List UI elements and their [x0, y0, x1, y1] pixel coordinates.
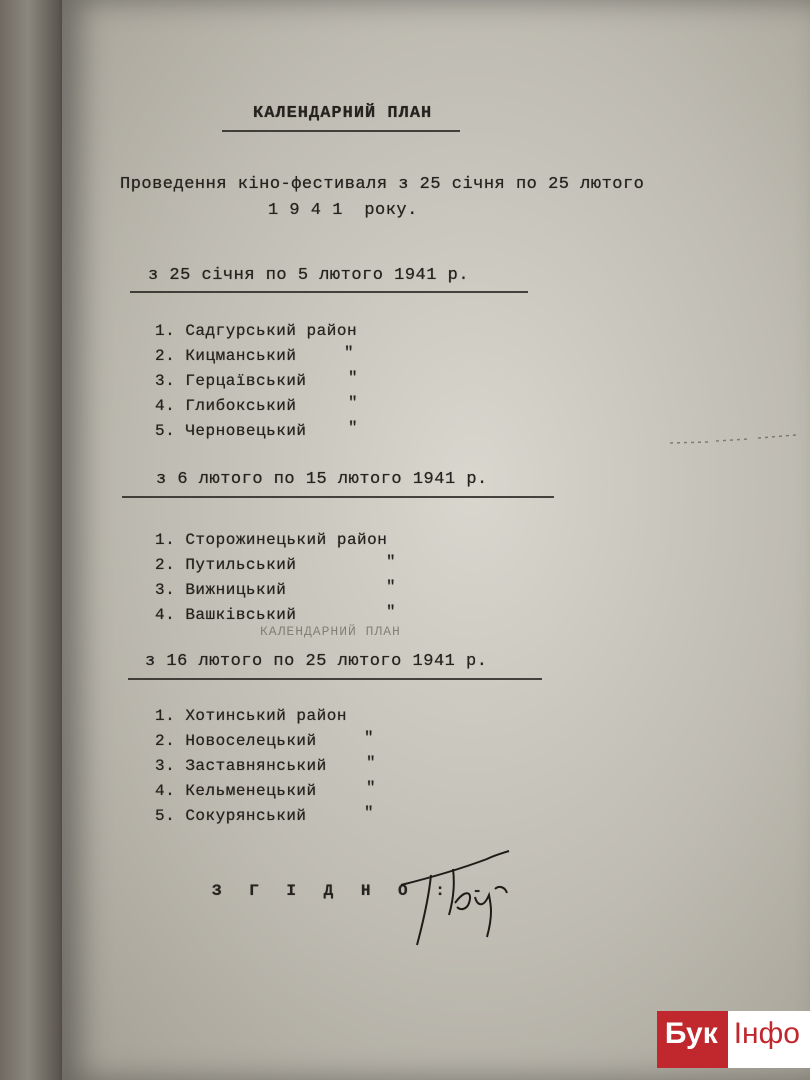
item-name: Сторожинецький район: [185, 531, 388, 549]
item-name: Хотинський район: [185, 707, 347, 725]
list-item: [155, 372, 307, 390]
handwritten-signature: [395, 845, 525, 955]
item-number: 2.: [155, 347, 176, 365]
list-item: [155, 757, 327, 775]
item-number: 5.: [155, 807, 176, 825]
item-name: Черновецький: [185, 422, 307, 440]
list-item: [155, 606, 296, 624]
period-underline: [122, 496, 554, 498]
ditto-mark: ": [348, 419, 359, 437]
stray-pencil-mark: [668, 433, 798, 447]
ditto-mark: ": [386, 578, 397, 596]
item-number: 1.: [155, 322, 176, 340]
period-header: з 16 лютого по 25 лютого 1941 р.: [145, 652, 488, 671]
list-item: [155, 581, 286, 599]
subtitle-line-1: Проведення кіно-фестиваля з 25 січня по 25 лютого: [120, 175, 645, 194]
item-number: 1.: [155, 531, 176, 549]
left-page-edge: [0, 0, 70, 1080]
site-logo: [657, 1011, 810, 1068]
item-name: Вижницький: [185, 581, 287, 599]
period-underline: [128, 678, 542, 680]
ditto-mark: ": [344, 344, 355, 362]
item-number: 4.: [155, 606, 176, 624]
ditto-mark: ": [366, 754, 377, 772]
approval-label: З Г І Д Н О : -: [212, 882, 492, 900]
list-item: [155, 347, 296, 365]
list-item: [155, 707, 347, 725]
item-name: Глибокський: [185, 397, 297, 415]
logo-part-buk: Бук: [657, 1011, 728, 1068]
bleed-through-text: КАЛЕНДАРНИЙ ПЛАН: [260, 624, 401, 639]
ditto-mark: ": [348, 394, 359, 412]
item-name: Кицманський: [185, 347, 297, 365]
item-number: 2.: [155, 556, 176, 574]
list-item: [155, 556, 296, 574]
ditto-mark: ": [364, 729, 375, 747]
item-name: Кельменецький: [185, 782, 317, 800]
period-header: з 25 січня по 5 лютого 1941 р.: [148, 266, 470, 285]
ditto-mark: ": [386, 553, 397, 571]
item-number: 4.: [155, 782, 176, 800]
list-item: [155, 531, 387, 549]
item-number: 5.: [155, 422, 176, 440]
document-title: КАЛЕНДАРНИЙ ПЛАН: [253, 104, 433, 123]
item-name: Вашківський: [185, 606, 297, 624]
item-name: Заставнянський: [185, 757, 327, 775]
list-item: [155, 397, 296, 415]
logo-part-info: Інфо: [728, 1011, 810, 1068]
ditto-mark: ": [364, 804, 375, 822]
item-name: Путильський: [185, 556, 297, 574]
ditto-mark: ": [348, 369, 359, 387]
period-underline: [130, 291, 528, 293]
ditto-mark: ": [386, 603, 397, 621]
item-name: Садгурський район: [185, 322, 358, 340]
title-underline: [222, 130, 460, 132]
item-name: Новоселецький: [185, 732, 317, 750]
item-number: 1.: [155, 707, 176, 725]
list-item: [155, 422, 307, 440]
item-number: 3.: [155, 372, 176, 390]
item-number: 4.: [155, 397, 176, 415]
item-name: Сокурянський: [185, 807, 307, 825]
item-number: 3.: [155, 581, 176, 599]
list-item: [155, 732, 317, 750]
subtitle-line-2: 1 9 4 1 року.: [268, 201, 418, 220]
ditto-mark: ": [366, 779, 377, 797]
list-item: [155, 807, 307, 825]
item-number: 2.: [155, 732, 176, 750]
item-name: Герцаївський: [185, 372, 307, 390]
list-item: [155, 782, 317, 800]
list-item: [155, 322, 357, 340]
item-number: 3.: [155, 757, 176, 775]
period-header: з 6 лютого по 15 лютого 1941 р.: [156, 470, 488, 489]
